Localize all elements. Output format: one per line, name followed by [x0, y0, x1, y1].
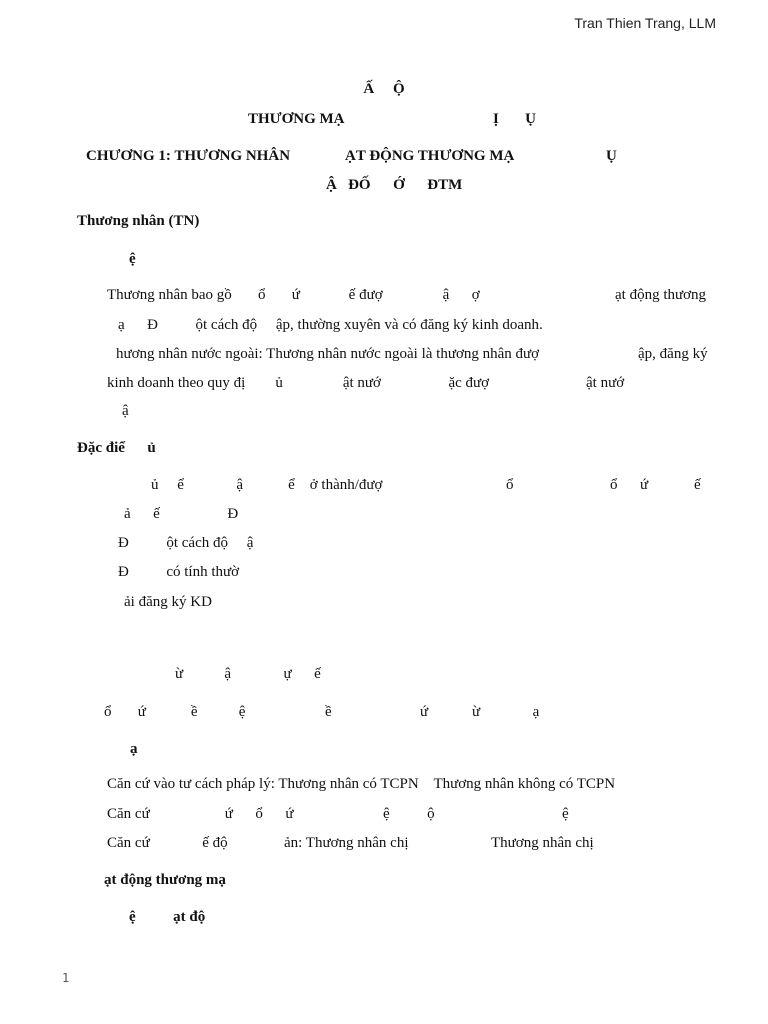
characteristic-line-2: ả ế Đ [124, 506, 239, 522]
paragraph-definition-line-2: ạ Đ ột cách độ ập, thường xuyên và có đăng ký kinh doanh. [118, 317, 543, 333]
classification-by-legal-status: Căn cứ vào tư cách pháp lý: Thương nhân có TCPN Thương nhân không có TCPN [107, 776, 616, 792]
title-line-1: Ấ Ộ [363, 81, 405, 97]
characteristic-line-1-part-d: ế [694, 477, 701, 493]
subsection-marker: ệ [129, 251, 136, 267]
characteristic-line-1-part-b: ổ [506, 477, 514, 493]
paragraph-definition-line-1-end: ạt động thương [615, 287, 707, 303]
classification-by-liability-part-b: ản: Thương nhân chị [284, 835, 409, 851]
characteristic-line-1-part-c: ổ ứ [610, 477, 649, 493]
paragraph-foreign-trader-line-1: hương nhân nước ngoài: Thương nhân nước ngoài là thương nhân đượ [116, 346, 540, 362]
title-line-2-right: Ị Ụ [493, 111, 536, 127]
paragraph-foreign-trader-line-1-end: ập, đăng ký [638, 346, 708, 362]
page-number: 1 [62, 971, 70, 985]
section-heading-characteristics: Đặc điể ủ [77, 440, 156, 456]
classification-by-liability-part-c: Thương nhân chị [491, 835, 594, 851]
section-heading-commercial-activity: ạt động thương mạ [104, 872, 226, 888]
section-heading-thuong-nhan: Thương nhân (TN) [77, 213, 200, 229]
classification-by-organization-part-c: ệ [562, 806, 569, 822]
classification-by-liability: Căn cứ ế độ [107, 835, 228, 851]
classification-heading: ạ [130, 741, 138, 757]
characteristic-line-4: Đ có tính thườ [118, 564, 240, 580]
conditions-line-1: ừ ậ ự ế [175, 666, 321, 682]
conditions-line-2-part-b: ề [325, 704, 332, 720]
conditions-line-2: ổ ứ ề ệ [104, 704, 246, 720]
title-line-2-left: THƯƠNG MẠ [248, 111, 345, 127]
paragraph-foreign-trader-line-2: kinh doanh theo quy đị ủ ật nướ ặc đượ [107, 375, 490, 391]
paragraph-definition-line-1: Thương nhân bao gồ ổ ứ ế đượ ậ ợ [107, 287, 480, 303]
chapter-heading-middle: ẠT ĐỘNG THƯƠNG MẠ [345, 148, 515, 164]
subsection-commercial-activity-concept: ệ ạt độ [129, 909, 206, 925]
classification-by-organization: Căn cứ ứ ổ ứ [107, 806, 294, 822]
paragraph-foreign-trader-line-2-end: ật nướ [586, 375, 625, 391]
paragraph-foreign-trader-line-3: ậ [122, 403, 129, 419]
chapter-heading-right: Ụ [606, 148, 617, 164]
chapter-subheading: Ậ ĐỐ Ớ ĐTM [326, 177, 463, 193]
characteristic-line-3: Đ ột cách độ ậ [118, 535, 254, 551]
characteristic-line-5: ải đăng ký KD [124, 594, 212, 610]
classification-by-organization-part-b: ệ ộ [383, 806, 435, 822]
running-header-author: Tran Thien Trang, LLM [574, 15, 716, 31]
characteristic-line-1: ủ ể ậ ể ở thành/đượ [151, 477, 383, 493]
conditions-line-2-part-d: ừ ạ [472, 704, 540, 720]
chapter-heading-left: CHƯƠNG 1: THƯƠNG NHÂN [86, 148, 291, 164]
conditions-line-2-part-c: ứ [420, 704, 429, 720]
